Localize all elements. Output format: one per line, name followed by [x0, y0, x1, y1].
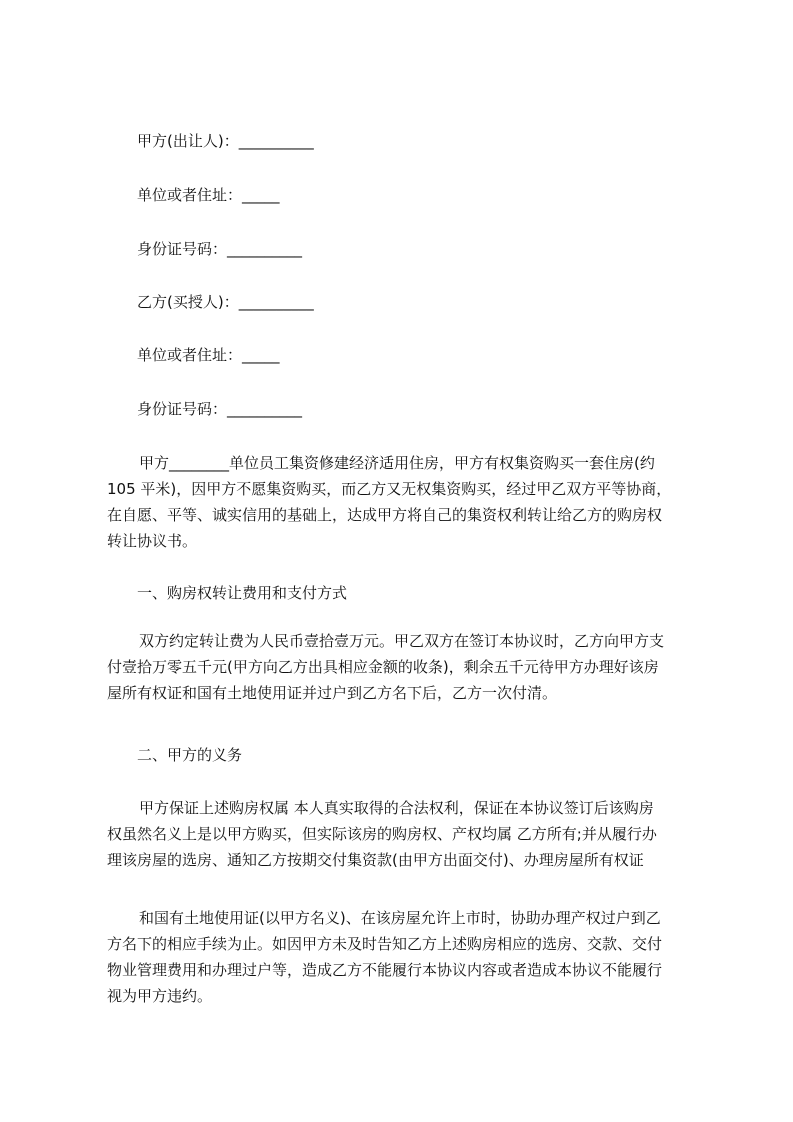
section2-line: 物业管理费用和办理过户等，造成乙方不能履行本协议内容或者造成本协议不能履行: [107, 961, 663, 979]
intro-line: 在自愿、平等、诚实信用的基础上，达成甲方将自己的集资权利转让给乙方的购房权: [107, 506, 663, 524]
intro-line: 105 平米)，因甲方不愿集资购买，而乙方又无权集资购买，经过甲乙双方平等协商，: [107, 480, 672, 498]
section2-line: 权虽然名义上是以甲方购买，但实际该房的购房权、产权均属 乙方所有;并从履行办: [107, 825, 657, 843]
intro-line: 甲方________单位员工集资修建经济适用住房，甲方有权集资购买一套住房(约: [139, 454, 655, 472]
section2-line: 视为甲方违约。: [107, 987, 213, 1005]
intro-paragraph: [107, 450, 713, 554]
party-a-name-field: 甲方(出让人)：__________: [137, 132, 314, 150]
section2-line: 和国有土地使用证(以甲方名义)、在该房屋允许上市时，协助办理产权过户到乙: [139, 909, 661, 927]
intro-line: 转让协议书。: [107, 532, 198, 550]
party-b-name-field: 乙方(买授人)：__________: [137, 293, 314, 311]
section1-line: 双方约定转让费为人民币壹拾壹万元。甲乙双方在签订本协议时，乙方向甲方支: [139, 632, 665, 650]
section1-line: 付壹拾万零五千元(甲方向乙方出具相应金额的收条)，剩余五千元待甲方办理好该房: [107, 658, 659, 676]
section2-paragraph-b: [107, 905, 713, 1009]
section1-paragraph: [107, 628, 713, 706]
section2-line: 甲方保证上述购房权属 本人真实取得的合法权利，保证在本协议签订后该购房: [139, 799, 654, 817]
section2-line: 方名下的相应手续为止。如因甲方未及时告知乙方上述购房相应的选房、交款、交付: [107, 935, 663, 953]
section2-heading: 二、甲方的义务: [137, 746, 243, 764]
section2-paragraph-a: [107, 795, 713, 873]
section1-heading: 一、购房权转让费用和支付方式: [137, 584, 348, 602]
party-b-id-field: 身份证号码：__________: [137, 400, 303, 418]
section2-line: 理该房屋的选房、通知乙方按期交付集资款(由甲方出面交付)、办理房屋所有权证: [107, 851, 644, 869]
party-a-unit-field: 单位或者住址：_____: [137, 186, 280, 204]
party-a-id-field: 身份证号码：__________: [137, 240, 303, 258]
section1-line: 屋所有权证和国有土地使用证并过户到乙方名下后，乙方一次付清。: [107, 684, 558, 702]
party-b-unit-field: 单位或者住址：_____: [137, 346, 280, 364]
